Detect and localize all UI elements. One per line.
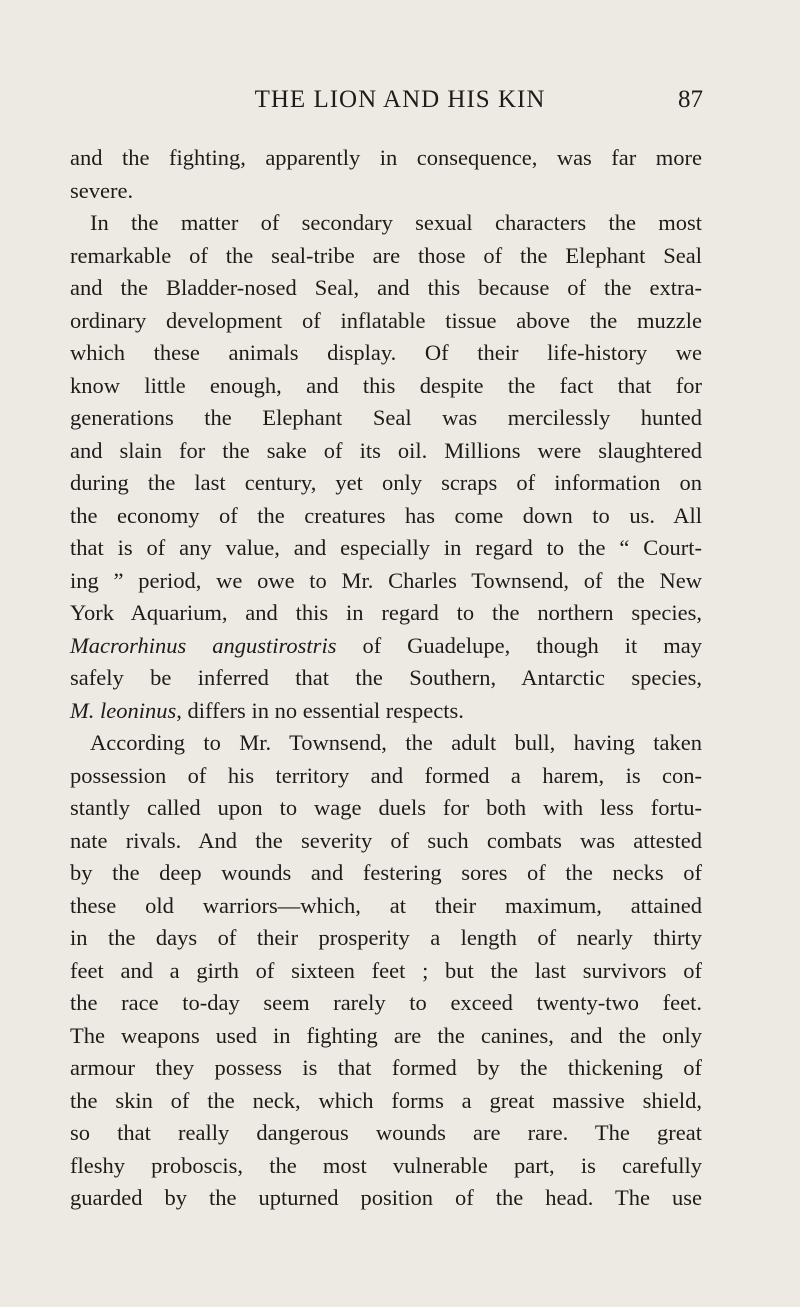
text-segment: severe.	[70, 177, 134, 203]
text-segment: ordinary development of inflatable tissue above the muzzle	[70, 307, 702, 333]
text-line	[70, 240, 702, 273]
text-segment: and the fighting, apparently in consequence, was far more	[70, 145, 702, 170]
text-line	[70, 825, 702, 858]
text-line	[70, 955, 702, 988]
text-line	[70, 727, 702, 760]
text-segment: ing ” period, we owe to Mr. Charles Townsend, of the New	[70, 567, 702, 593]
text-segment: possession of his territory and formed a harem, is con-	[70, 762, 702, 788]
text-segment: safely be inferred that the Southern, Antarctic species,	[70, 665, 702, 690]
text-segment: guarded by the upturned position of the head. The use	[70, 1185, 702, 1210]
text-line	[70, 1085, 702, 1118]
text-line	[70, 922, 702, 955]
text-segment: and slain for the sake of its oil. Millions were slaughtered	[70, 437, 702, 463]
text-segment: York Aquarium, and this in regard to the northern species,	[70, 600, 702, 625]
text-line	[70, 662, 702, 695]
text-line	[70, 1182, 702, 1215]
text-segment: in the days of their prosperity a length of nearly thirty	[70, 925, 702, 950]
text-segment: by the deep wounds and festering sores of the necks of	[70, 860, 702, 885]
text-segment: know little enough, and this despite the fact that for	[70, 372, 702, 398]
text-line	[70, 272, 702, 305]
text-line	[70, 142, 702, 175]
text-line	[70, 565, 702, 598]
text-line	[70, 1020, 702, 1053]
text-line	[70, 337, 702, 370]
text-line	[70, 760, 702, 793]
text-segment: during the last century, yet only scraps of information on	[70, 470, 702, 495]
species-name: Macrorhinus angustirostris	[70, 632, 337, 658]
text-line	[70, 500, 702, 533]
text-line	[70, 175, 702, 208]
text-line	[70, 792, 702, 825]
text-segment: armour they possess is that formed by the thickening of	[70, 1055, 702, 1080]
text-segment: that is of any value, and especially in regard to the “ Court-	[70, 535, 702, 560]
text-segment: remarkable of the seal-tribe are those of the Elephant Seal	[70, 242, 702, 268]
text-line	[70, 532, 702, 565]
text-segment: which these animals display. Of their life-history we	[70, 340, 702, 365]
text-segment: generations the Elephant Seal was mercilessly hunted	[70, 405, 702, 430]
text-segment: According to Mr. Townsend, the adult bull, having taken	[90, 730, 702, 755]
text-segment: the race to-day seem rarely to exceed twenty-two feet.	[70, 990, 702, 1015]
text-segment: and the Bladder-nosed Seal, and this because of the extra-	[70, 275, 702, 300]
text-segment: the economy of the creatures has come down to us. All	[70, 502, 702, 528]
text-line	[70, 1117, 702, 1150]
running-title: THE LION AND HIS KIN	[254, 86, 546, 113]
text-line	[70, 1150, 702, 1183]
text-line	[70, 695, 702, 728]
text-line	[70, 467, 702, 500]
text-line	[70, 1052, 702, 1085]
text-segment: so that really dangerous wounds are rare. The great	[70, 1120, 702, 1145]
text-line	[70, 370, 702, 403]
text-line	[70, 435, 702, 468]
text-segment: , differs in no essential respects.	[176, 697, 464, 723]
text-segment: the skin of the neck, which forms a great massive shield,	[70, 1087, 702, 1113]
species-name: M. leoninus	[70, 697, 177, 723]
text-segment: these old warriors—which, at their maximum, attained	[70, 892, 702, 918]
running-head	[0, 86, 800, 126]
text-segment: The weapons used in fighting are the canines, and the only	[70, 1022, 702, 1048]
text-segment: fleshy proboscis, the most vulnerable part, is carefully	[70, 1152, 702, 1178]
text-segment: stantly called upon to wage duels for both with less fortu-	[70, 795, 702, 820]
text-segment: In the matter of secondary sexual characters the most	[90, 210, 702, 235]
text-line	[70, 857, 702, 890]
text-line	[70, 305, 702, 338]
text-line	[70, 987, 702, 1020]
page-number: 87	[678, 86, 703, 113]
body-text	[70, 142, 702, 1215]
text-line	[70, 402, 702, 435]
text-line	[70, 597, 702, 630]
text-line	[70, 630, 702, 663]
text-segment: feet and a girth of sixteen feet ; but the last survivors of	[70, 957, 702, 983]
text-segment: of Guadelupe, though it may	[336, 632, 702, 658]
text-line	[70, 890, 702, 923]
text-segment: nate rivals. And the severity of such combats was attested	[70, 827, 702, 853]
text-line	[70, 207, 702, 240]
